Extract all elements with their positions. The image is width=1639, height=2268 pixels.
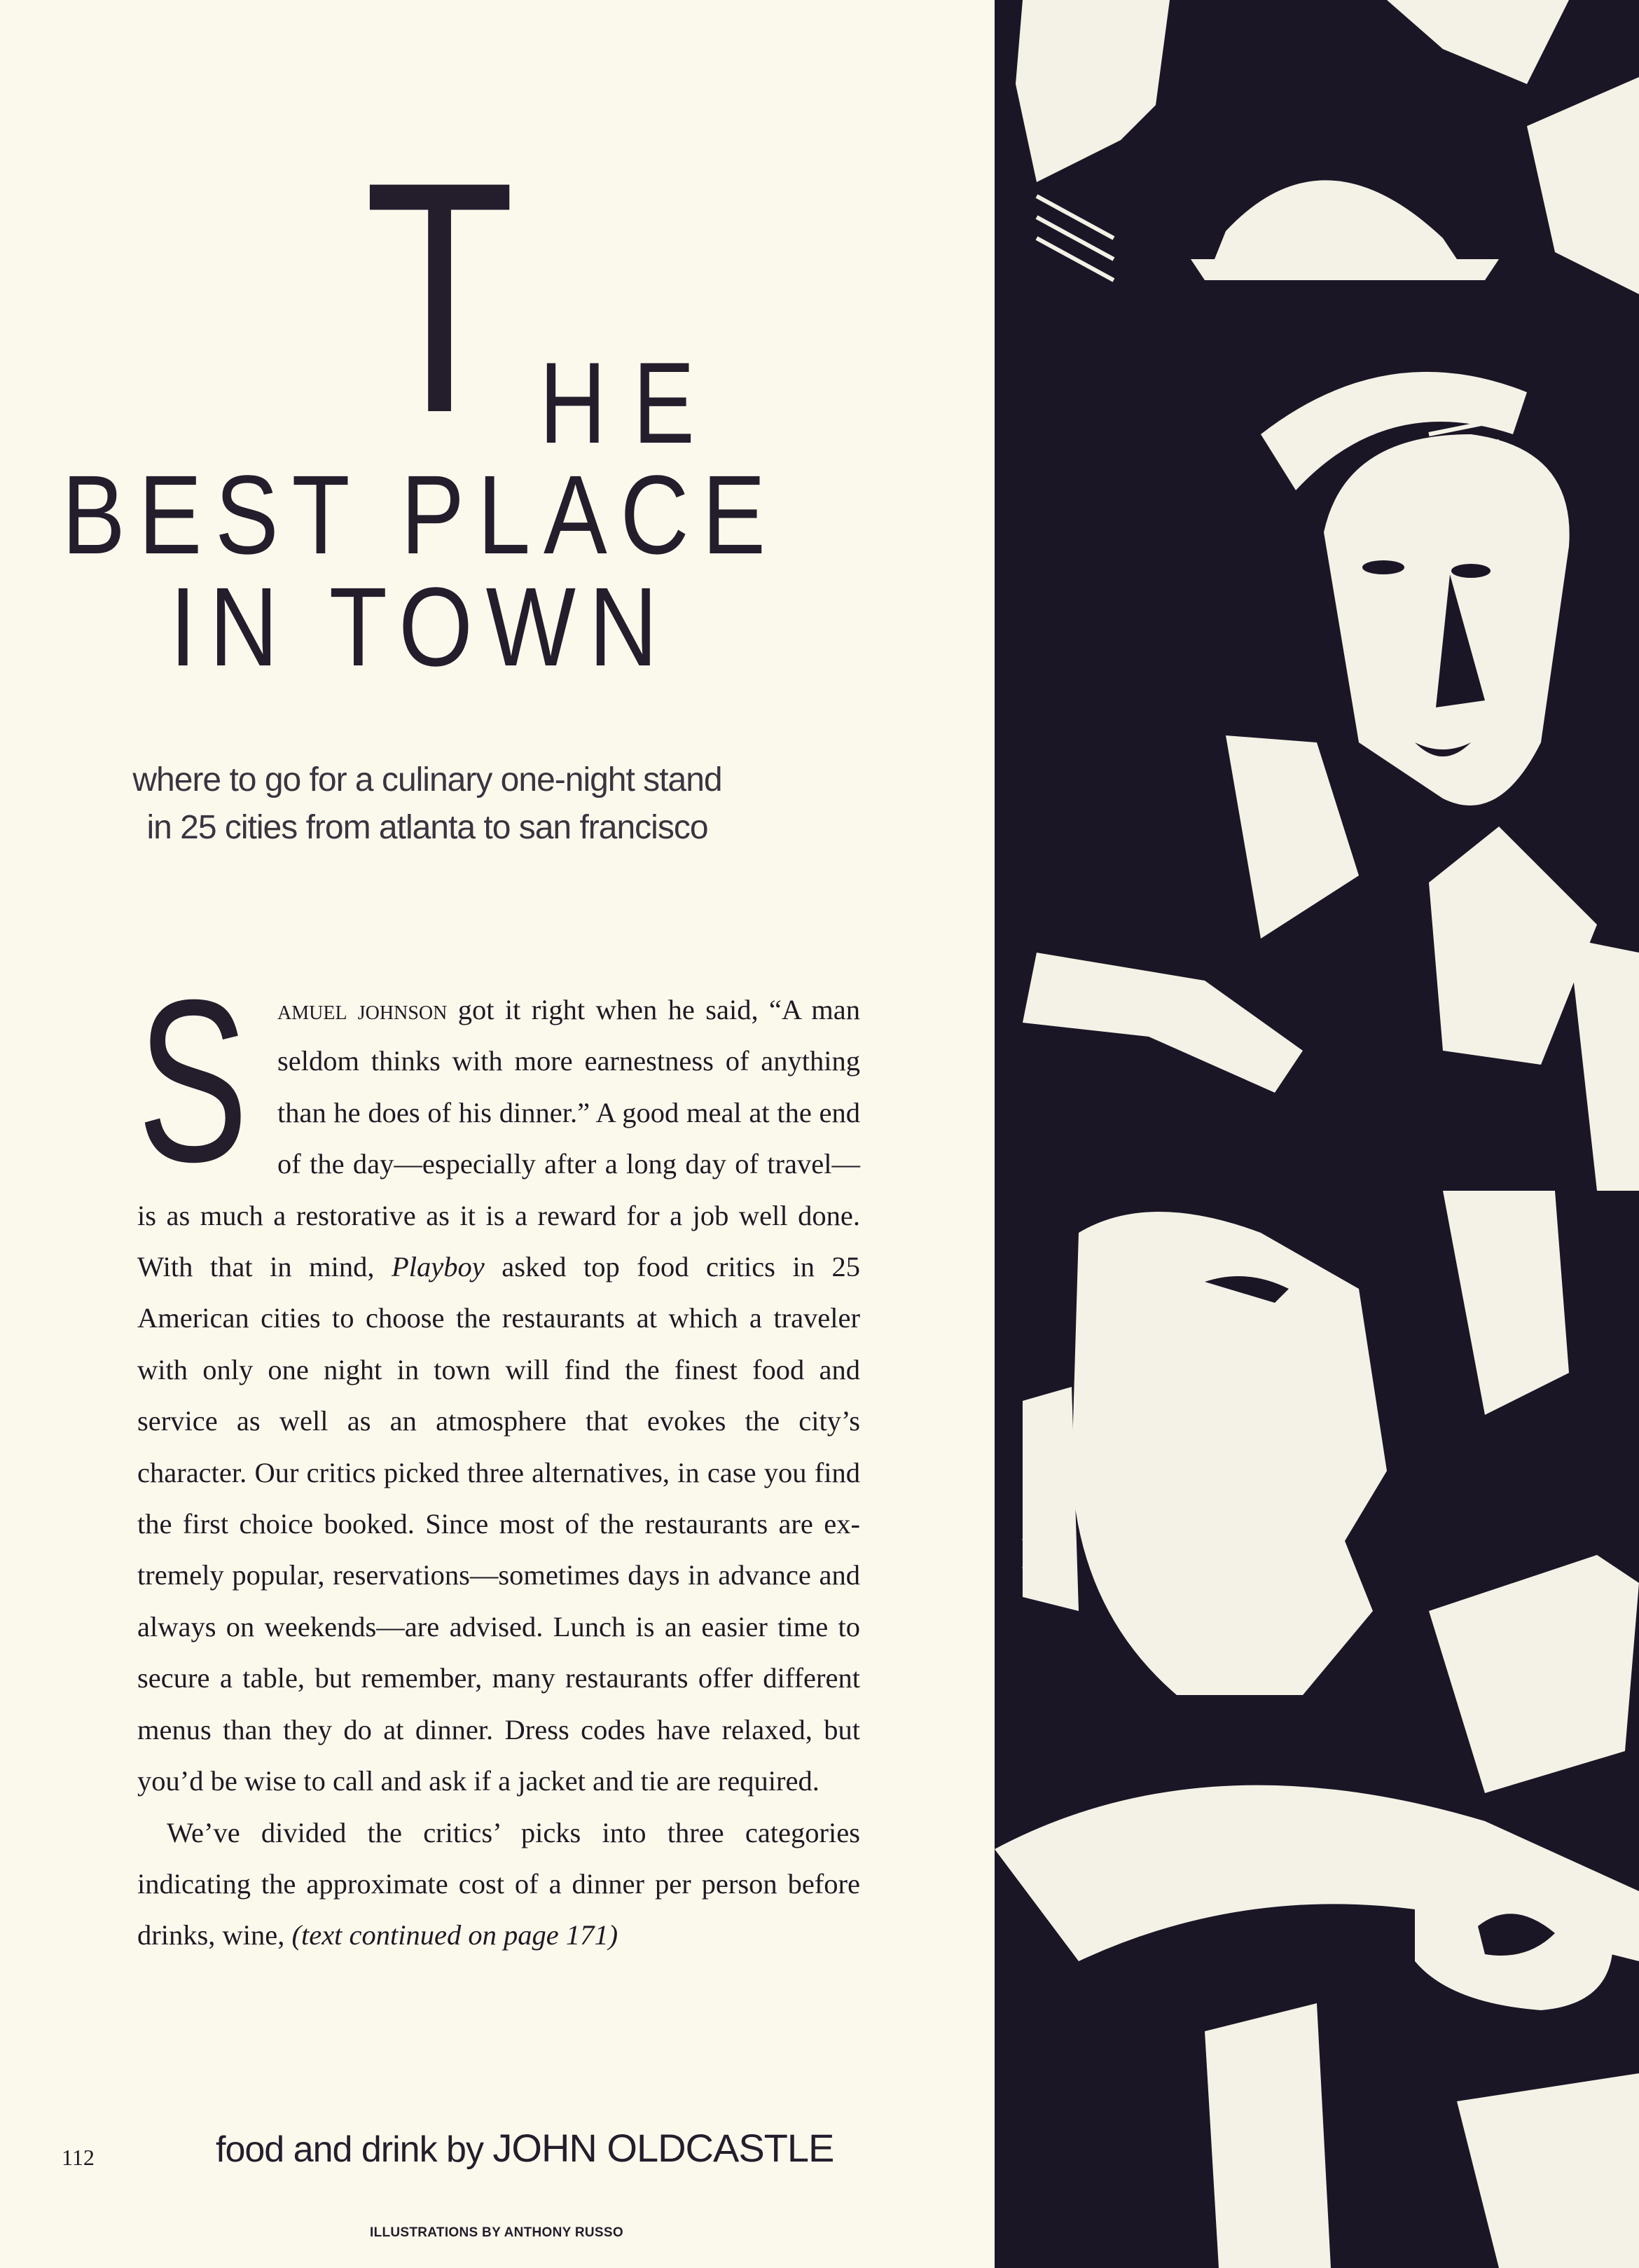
illustration-credit: ILLUSTRATIONS BY ANTHONY RUSSO bbox=[370, 2225, 623, 2240]
continued-note: (text continued on page 171) bbox=[291, 1919, 618, 1951]
headline-initial: T bbox=[364, 113, 516, 481]
drop-cap: S bbox=[137, 951, 249, 1210]
page-number: 112 bbox=[62, 2145, 95, 2170]
subtitle-line-1: where to go for a culinary one-night stand bbox=[132, 761, 722, 798]
headline bbox=[0, 113, 995, 689]
byline-prefix: food and drink by bbox=[216, 2129, 493, 2170]
paragraph-1 bbox=[137, 951, 860, 1807]
subtitle-line-2: in 25 cities from atlanta to san francisco bbox=[146, 809, 708, 846]
headline-line-2: BEST PLACE bbox=[62, 452, 779, 577]
paragraph-2 bbox=[137, 1807, 860, 1961]
article-body bbox=[137, 951, 860, 1961]
paragraph-1-text-a: got it right when he said, “A man seldom thinks with more earnestness of anything than he does of his dinner.” A good meal at the end of the day—especially after a long day of travel—is as much a restorative as it is a reward for a job well done. With that in mind, bbox=[137, 994, 860, 1283]
subtitle bbox=[0, 756, 862, 852]
restaurant-illustration bbox=[995, 0, 1639, 2268]
byline-author: JOHN OLDCASTLE bbox=[492, 2126, 834, 2170]
byline bbox=[216, 2124, 846, 2174]
magazine-name: Playboy bbox=[392, 1251, 485, 1283]
paragraph-2-text: We’ve divided the critics’ picks into three categories indicating the approximate cost of a dinner per person before drinks, wine, bbox=[137, 1816, 860, 1951]
illustration-panel bbox=[995, 0, 1639, 2268]
paragraph-1-text-b: asked top food critics in 25 American cities to choose the restaurants at which a traveler with only one night in town will find the finest food and service as well as an atmosphere that evokes the city’s character. Our critics picked three alternatives, in case you find the first choice booked. Since most of the restaurants are extremely popular, reservations—sometimes days in advance and always on weekends—are advised. Lunch is an easier time to secure a table, but remember, many restaurants offer different menus than they do at dinner. Dress codes have relaxed, but you’d be wise to call and ask if a jacket and tie are required. bbox=[137, 1251, 860, 1797]
headline-he: HE bbox=[539, 338, 722, 467]
lead-in: amuel johnson bbox=[277, 994, 448, 1025]
headline-line-3: IN TOWN bbox=[170, 564, 671, 689]
